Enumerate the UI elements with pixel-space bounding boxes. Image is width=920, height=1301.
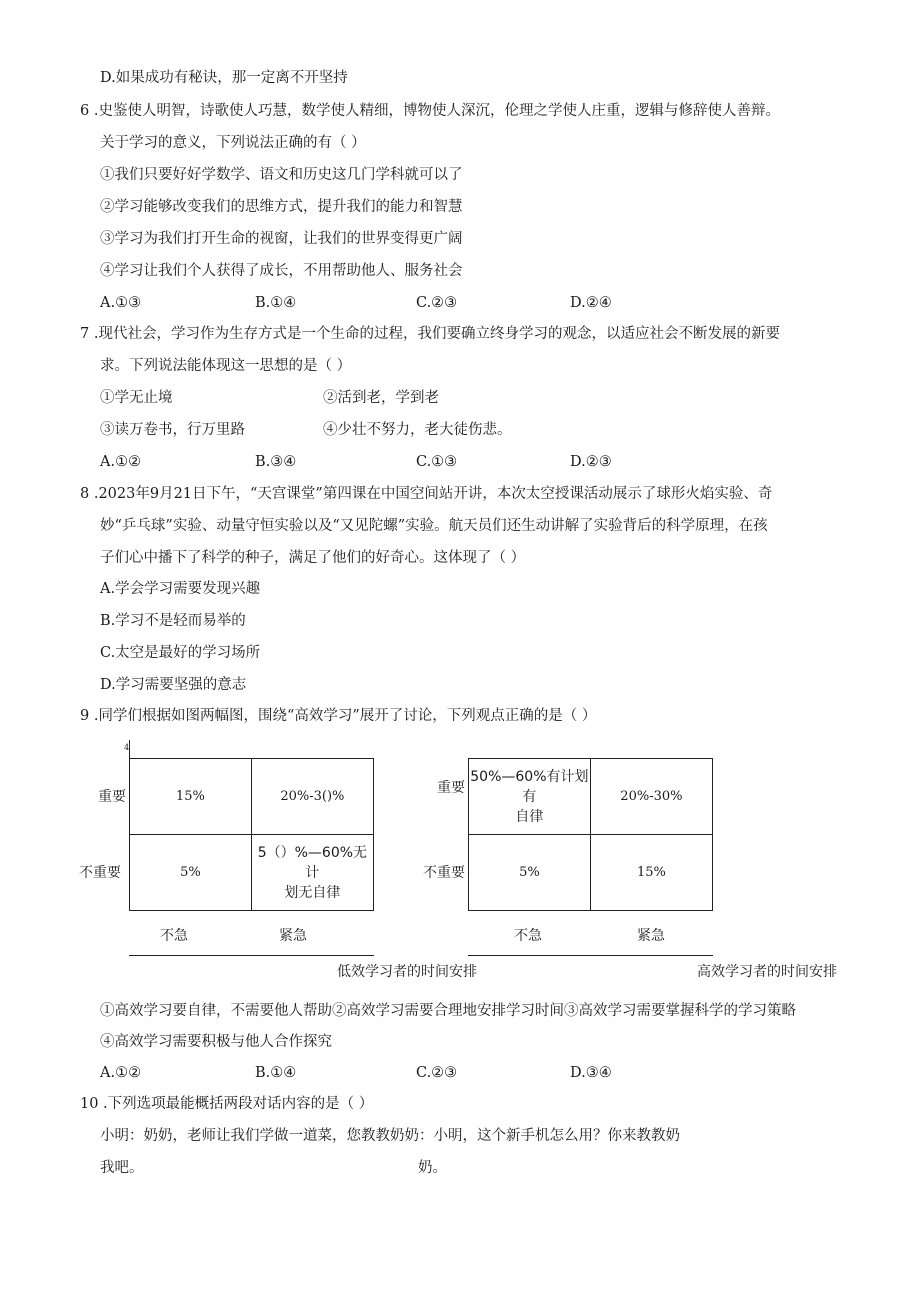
q8-stem-line1: 8 .2023年9月21日下午，“天宫课堂”第四课在中国空间站开讲，本次太空授课活动展示了球形火焰实验、奇 bbox=[80, 486, 773, 502]
q10-dialogue-line2a: 我吧。 bbox=[100, 1160, 144, 1176]
q10-stem-line1: 10 .下列选项最能概括两段对话内容的是（ ） bbox=[80, 1096, 374, 1112]
q6-item-2: ②学习能够改变我们的思维方式，提升我们的能力和智慧 bbox=[100, 199, 463, 215]
q8-stem-line2: 妙“乒乓球”实验、动量守恒实验以及“又见陀螺”实验。航天员们还生动讲解了实验背后的科学原理，在孩 bbox=[100, 518, 768, 534]
left-cell-unimportant-urgent-line2: 划无自律 bbox=[284, 884, 341, 901]
right-cell-unimportant-not-urgent: 5% bbox=[469, 835, 591, 911]
q6-option-b[interactable]: B.①④ bbox=[255, 295, 297, 311]
q7-item-1: ①学无止境 bbox=[100, 390, 173, 406]
right-chart-caption: 高效学习者的时间安排 bbox=[697, 964, 837, 980]
right-row-label-important: 重要 bbox=[437, 780, 465, 796]
q7-option-d[interactable]: D.②③ bbox=[570, 454, 612, 470]
left-col-label-not-urgent: 不急 bbox=[160, 928, 188, 944]
right-row-label-unimportant: 不重要 bbox=[423, 865, 465, 881]
q7-item-3: ③读万卷书，行万里路 bbox=[100, 422, 245, 438]
q7-stem-line1: 7 .现代社会，学习作为生存方式是一个生命的过程，我们要确立终身学习的观念，以适应社会不断发展的新要 bbox=[80, 326, 780, 342]
right-matrix-grid bbox=[468, 758, 713, 911]
q6-option-c[interactable]: C.②③ bbox=[416, 295, 458, 311]
q7-option-b[interactable]: B.③④ bbox=[255, 454, 297, 470]
right-cell-important-urgent: 20%-30% bbox=[590, 759, 712, 835]
q6-stem-line1: 6 .史鉴使人明智，诗歌使人巧慧，数学使人精细，博物使人深沉，伦理之学使人庄重，逻辑与修辞使人善辩。 bbox=[80, 103, 780, 119]
right-cell-important-not-urgent-line2: 自律 bbox=[515, 808, 544, 825]
right-cell-unimportant-urgent: 15% bbox=[590, 835, 712, 911]
q9-option-a[interactable]: A.①② bbox=[100, 1065, 142, 1081]
q9-option-b[interactable]: B.①④ bbox=[255, 1065, 297, 1081]
q6-option-a[interactable]: A.①③ bbox=[100, 295, 142, 311]
left-row-label-unimportant: 不重要 bbox=[79, 865, 121, 881]
q6-stem-line2: 关于学习的意义，下列说法正确的有（ ） bbox=[100, 135, 366, 151]
right-col-label-urgent: 紧急 bbox=[637, 928, 665, 944]
q8-option-a[interactable]: A.学会学习需要发现兴趣 bbox=[100, 581, 261, 597]
right-base-line bbox=[468, 955, 713, 956]
left-axis-tick bbox=[129, 740, 130, 760]
left-cell-unimportant-urgent bbox=[251, 835, 373, 911]
left-cell-unimportant-not-urgent: 5% bbox=[130, 835, 252, 911]
q9-stem-line1: 9 .同学们根据如图两幅图，围绕“高效学习”展开了讨论，下列观点正确的是（ ） bbox=[80, 708, 597, 724]
q10-dialogue-line2b: 奶。 bbox=[418, 1160, 447, 1176]
q5-option-d: D.如果成功有秘诀，那一定离不开坚持 bbox=[100, 70, 348, 86]
q7-item-2: ②活到老，学到老 bbox=[323, 390, 439, 406]
q9-statements-line2: ④高效学习需要积极与他人合作探究 bbox=[100, 1034, 332, 1050]
left-row-label-important: 重要 bbox=[98, 789, 126, 805]
q6-item-1: ①我们只要好好学数学、语文和历史这几门学科就可以了 bbox=[100, 167, 463, 183]
q8-stem-line3: 子们心中播下了科学的种子，满足了他们的好奇心。这体现了（ ） bbox=[100, 550, 526, 566]
left-cell-unimportant-urgent-line1: 5（）%—60%无计 bbox=[257, 844, 368, 881]
left-cell-important-urgent: 20%-3()% bbox=[251, 759, 373, 835]
q9-option-d[interactable]: D.③④ bbox=[570, 1065, 612, 1081]
left-chart-caption: 低效学习者的时间安排 bbox=[337, 964, 477, 980]
q10-dialogue-line1: 小明：奶奶，老师让我们学做一道菜，您教教奶奶：小明，这个新手机怎么用？你来教教奶 bbox=[100, 1128, 680, 1144]
q8-option-b[interactable]: B.学习不是轻而易举的 bbox=[100, 613, 246, 629]
q8-option-c[interactable]: C.太空是最好的学习场所 bbox=[100, 645, 261, 661]
q7-option-c[interactable]: C.①③ bbox=[416, 454, 458, 470]
q7-stem-line2: 求。下列说法能体现这一思想的是（ ） bbox=[100, 358, 352, 374]
q6-option-d[interactable]: D.②④ bbox=[570, 295, 612, 311]
q7-item-4: ④少壮不努力，老大徒伤悲。 bbox=[323, 422, 512, 438]
right-cell-important-not-urgent bbox=[469, 759, 591, 835]
q6-item-4: ④学习让我们个人获得了成长，不用帮助他人、服务社会 bbox=[100, 263, 463, 279]
left-cell-important-not-urgent: 15% bbox=[130, 759, 252, 835]
q8-option-d[interactable]: D.学习需要坚强的意志 bbox=[100, 677, 247, 693]
q6-item-3: ③学习为我们打开生命的视窗，让我们的世界变得更广阔 bbox=[100, 231, 463, 247]
right-cell-important-not-urgent-line1: 50%—60%有计划有 bbox=[470, 768, 589, 805]
q9-option-c[interactable]: C.②③ bbox=[416, 1065, 458, 1081]
left-axis-mark: 4 bbox=[124, 743, 130, 752]
q7-option-a[interactable]: A.①② bbox=[100, 454, 142, 470]
right-col-label-not-urgent: 不急 bbox=[514, 928, 542, 944]
left-col-label-urgent: 紧急 bbox=[279, 928, 307, 944]
left-base-line bbox=[129, 955, 374, 956]
q9-statements-line1: ①高效学习要自律，不需要他人帮助②高效学习需要合理地安排学习时间③高效学习需要掌握科学的学习策略 bbox=[100, 1003, 796, 1019]
left-matrix-grid bbox=[129, 758, 374, 911]
